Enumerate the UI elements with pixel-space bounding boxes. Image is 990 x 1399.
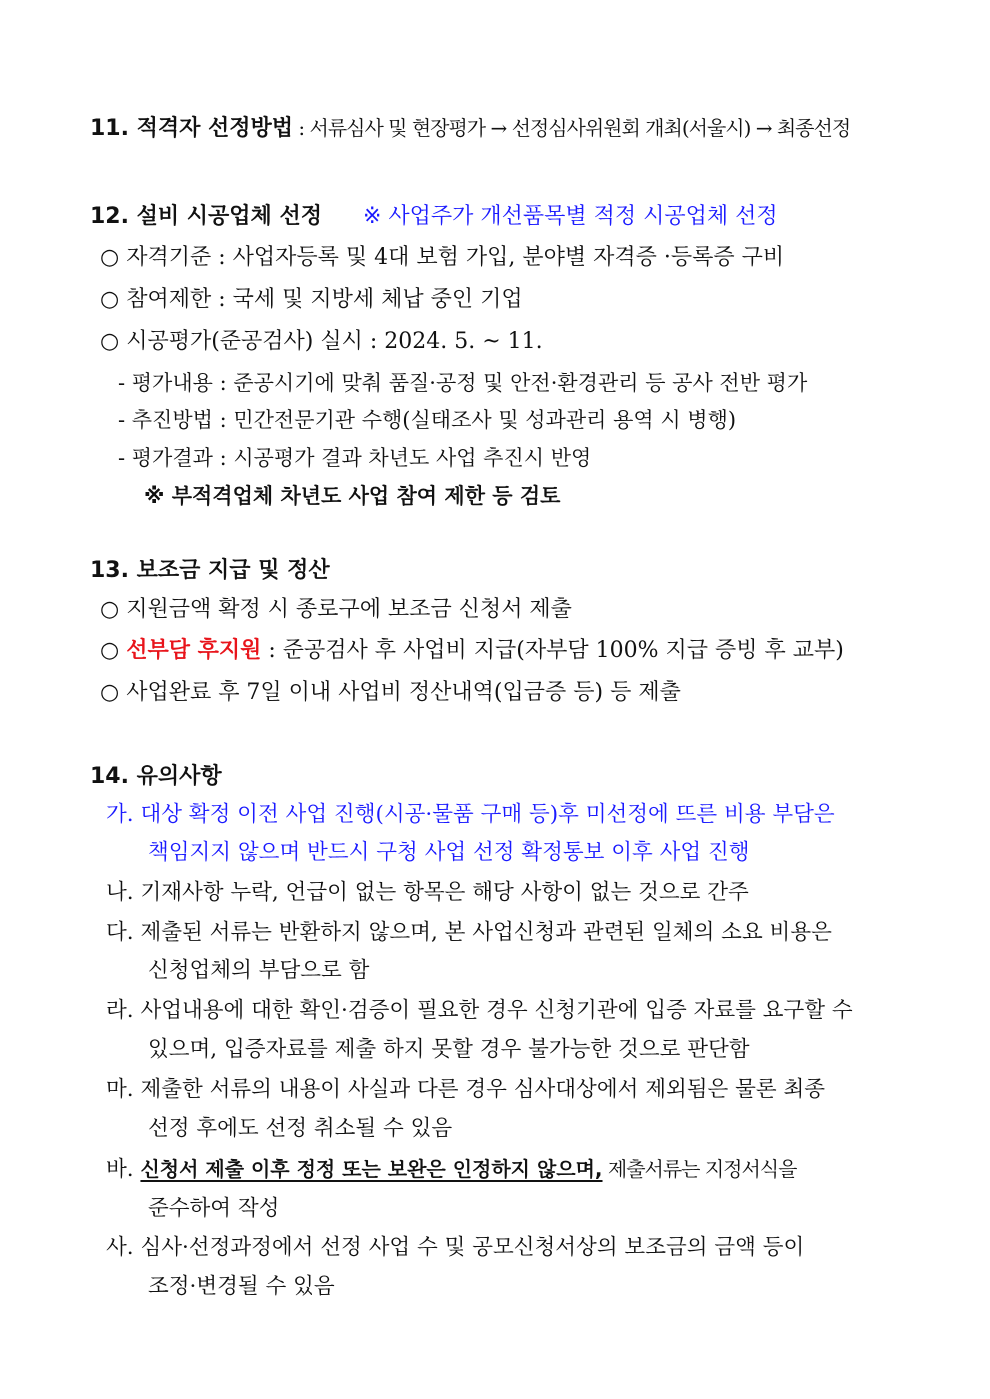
section-12-item-1: ○ 자격기준 : 사업자등록 및 4대 보험 가입, 분야별 자격증 ·등록증 구비: [100, 245, 785, 270]
section-12-note: ※ 사업주가 개선품목별 적정 시공업체 선정: [362, 204, 778, 229]
notice-sa-line-1: 사. 심사·선정과정에서 선정 사업 수 및 공모신청서상의 보조금의 금액 등이: [106, 1235, 805, 1260]
section-12-heading: [90, 202, 778, 232]
section-12-sub-note: ※ 부적격업체 차년도 사업 참여 제한 등 검토: [144, 484, 561, 508]
notice-ma-line-1: 마. 제출한 서류의 내용이 사실과 다른 경우 심사대상에서 제외됨은 물론 최종: [106, 1077, 826, 1102]
notice-ba-line-1: [106, 1154, 796, 1185]
notice-da-line-1: 다. 제출된 서류는 반환하지 않으며, 본 사업신청과 관련된 일체의 소요 비용은: [106, 920, 832, 945]
section-13-item-2: [100, 636, 844, 666]
section-11-text: : 서류심사 및 현장평가 → 선정심사위원회 개최(서울시) → 최종선정: [293, 116, 851, 140]
section-12-sub-1: - 평가내용 : 준공시기에 맞춰 품질·공정 및 안전·환경관리 등 공사 전반 평가: [118, 371, 808, 395]
notice-ma-line-2: 선정 후에도 선정 취소될 수 있음: [148, 1116, 453, 1141]
section-13-item-2-highlight: 선부담 후지원: [126, 638, 262, 663]
notice-ra-line-2: 있으며, 입증자료를 제출 하지 못할 경우 불가능한 것으로 판단함: [148, 1037, 750, 1062]
notice-ra-line-1: 라. 사업내용에 대한 확인·검증이 필요한 경우 신청기관에 입증 자료를 요구할 수: [106, 998, 853, 1023]
notice-ba-prefix: 바.: [106, 1157, 141, 1182]
section-13-item-3: ○ 사업완료 후 7일 이내 사업비 정산내역(입금증 등) 등 제출: [100, 680, 681, 705]
notice-ba-rest: 제출서류는 지정서식을: [602, 1157, 797, 1181]
section-12-sub-3: - 평가결과 : 시공평가 결과 차년도 사업 추진시 반영: [118, 446, 592, 470]
section-13-item-1: ○ 지원금액 확정 시 종로구에 보조금 신청서 제출: [100, 597, 572, 622]
section-14-title: 14. 유의사항: [90, 764, 222, 789]
notice-ba-line-2: 준수하여 작성: [148, 1196, 280, 1221]
section-13-item-2-bullet: ○: [100, 638, 127, 663]
notice-da-line-2: 신청업체의 부담으로 함: [148, 958, 370, 983]
section-13-title: 13. 보조금 지급 및 정산: [90, 558, 330, 583]
section-13-item-2-rest: : 준공검사 후 사업비 지급(자부담 100% 지급 증빙 후 교부): [261, 638, 844, 663]
section-12-item-2: ○ 참여제한 : 국세 및 지방세 체납 중인 기업: [100, 287, 523, 312]
section-12-title: 12. 설비 시공업체 선정: [90, 204, 322, 229]
section-12-item-3: ○ 시공평가(준공검사) 실시 : 2024. 5. ~ 11.: [100, 329, 543, 354]
section-11: [90, 113, 850, 144]
notice-na-line-1: 나. 기재사항 누락, 언급이 없는 항목은 해당 사항이 없는 것으로 간주: [106, 880, 749, 905]
notice-ga-line-1: 가. 대상 확정 이전 사업 진행(시공·물품 구매 등)후 미선정에 뜨른 비용 부담은: [106, 802, 835, 827]
section-11-title: 11. 적격자 선정방법: [90, 116, 294, 141]
section-12-sub-2: - 추진방법 : 민간전문기관 수행(실태조사 및 성과관리 용역 시 병행): [118, 408, 737, 432]
notice-sa-line-2: 조정·변경될 수 있음: [148, 1274, 335, 1299]
notice-ga-line-2: 책임지지 않으며 반드시 구청 사업 선정 확정통보 이후 사업 진행: [148, 840, 750, 865]
notice-ba-emphasis: 신청서 제출 이후 정정 또는 보완은 인정하지 않으며,: [140, 1157, 603, 1181]
